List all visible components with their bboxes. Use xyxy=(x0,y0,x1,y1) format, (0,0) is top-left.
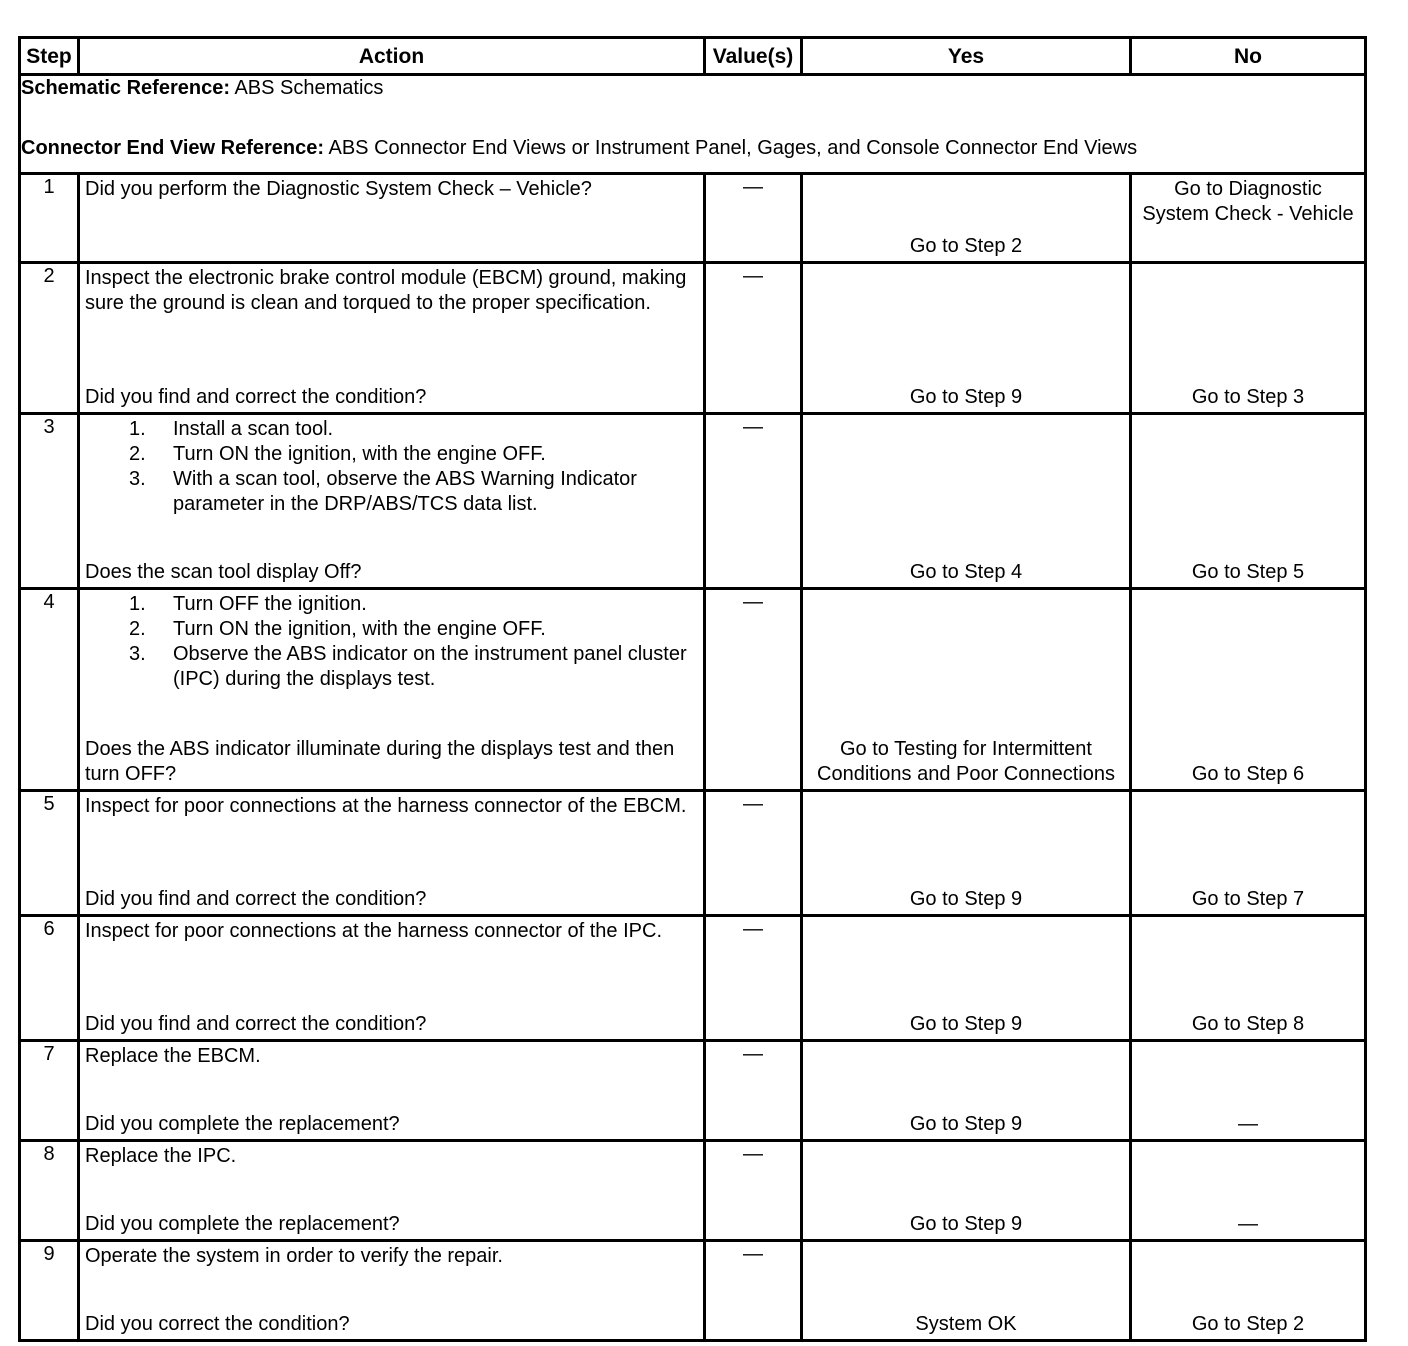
list-item-number: 3. xyxy=(129,468,146,490)
list-item xyxy=(129,442,695,467)
list-item-number: 2. xyxy=(129,618,146,640)
step-number: 2 xyxy=(20,263,79,414)
no-link[interactable]: Go to Step 6 xyxy=(1191,763,1305,785)
no-cell xyxy=(1131,263,1366,414)
yes-cell xyxy=(802,1141,1131,1241)
list-item xyxy=(129,592,695,617)
list-item xyxy=(129,467,695,517)
action-cell xyxy=(79,1241,705,1341)
no-link: — xyxy=(1238,1213,1258,1235)
yes-cell xyxy=(802,916,1131,1041)
value-cell: — xyxy=(705,263,802,414)
connector-reference-link[interactable]: ABS Connector End Views or Instrument Panel, Gages, and Console Connector End Views xyxy=(324,137,1138,159)
action-question: Does the ABS indicator illuminate during the displays test and then turn OFF? xyxy=(85,738,675,785)
list-item xyxy=(129,617,695,642)
no-cell xyxy=(1131,1041,1366,1141)
value-cell: — xyxy=(705,791,802,916)
action-question: Does the scan tool display Off? xyxy=(85,561,362,583)
yes-cell xyxy=(802,589,1131,791)
table-row xyxy=(20,589,1366,791)
yes-link[interactable]: System OK xyxy=(915,1313,1017,1335)
action-cell xyxy=(79,791,705,916)
yes-link[interactable]: Go to Step 2 xyxy=(909,235,1023,257)
list-item-number: 2. xyxy=(129,443,146,465)
table-row xyxy=(20,1041,1366,1141)
list-item-text: Turn OFF the ignition. xyxy=(173,593,367,615)
list-item-number: 1. xyxy=(129,418,146,440)
header-yes: Yes xyxy=(802,38,1131,75)
table-row xyxy=(20,791,1366,916)
list-item xyxy=(129,642,695,692)
action-question: Did you complete the replacement? xyxy=(85,1113,400,1135)
step-number: 8 xyxy=(20,1141,79,1241)
step-number: 6 xyxy=(20,916,79,1041)
action-cell xyxy=(79,174,705,263)
yes-link[interactable]: Go to Step 9 xyxy=(909,386,1023,408)
no-cell xyxy=(1131,589,1366,791)
table-row xyxy=(20,414,1366,589)
table-row xyxy=(20,263,1366,414)
action-text: Replace the IPC. xyxy=(85,1145,237,1167)
step-number: 4 xyxy=(20,589,79,791)
action-question: Did you find and correct the condition? xyxy=(85,888,427,910)
header-action: Action xyxy=(79,38,705,75)
schematic-reference-link[interactable]: ABS Schematics xyxy=(229,77,384,99)
yes-link[interactable]: Go to Step 9 xyxy=(909,1213,1023,1235)
list-item-text: Install a scan tool. xyxy=(173,418,334,440)
value-cell: — xyxy=(705,916,802,1041)
yes-cell xyxy=(802,414,1131,589)
action-cell xyxy=(79,916,705,1041)
schematic-reference-label: Schematic Reference: xyxy=(21,77,230,99)
action-text: Did you perform the Diagnostic System Check – Vehicle? xyxy=(85,178,592,200)
table-row xyxy=(20,1141,1366,1241)
reference-cell xyxy=(20,75,1366,174)
value-cell: — xyxy=(705,1141,802,1241)
value-cell: — xyxy=(705,414,802,589)
action-steps-list xyxy=(85,592,695,692)
yes-link[interactable]: Go to Step 4 xyxy=(909,561,1023,583)
list-item xyxy=(129,417,695,442)
action-cell xyxy=(79,414,705,589)
yes-cell xyxy=(802,174,1131,263)
action-cell xyxy=(79,1141,705,1241)
no-cell xyxy=(1131,916,1366,1041)
action-text: Inspect for poor connections at the harness connector of the EBCM. xyxy=(85,795,687,817)
no-cell xyxy=(1131,1141,1366,1241)
action-question: Did you correct the condition? xyxy=(85,1313,350,1335)
yes-link[interactable]: Go to Step 9 xyxy=(909,888,1023,910)
action-text: Operate the system in order to verify the repair. xyxy=(85,1245,503,1267)
action-text: Inspect for poor connections at the harness connector of the IPC. xyxy=(85,920,663,942)
header-values: Value(s) xyxy=(705,38,802,75)
action-question: Did you find and correct the condition? xyxy=(85,1013,427,1035)
action-text: Inspect the electronic brake control module (EBCM) ground, making sure the ground is clean and torqued to the proper specification. xyxy=(85,267,687,314)
value-cell: — xyxy=(705,1241,802,1341)
yes-cell xyxy=(802,791,1131,916)
action-cell xyxy=(79,589,705,791)
action-cell xyxy=(79,263,705,414)
yes-cell xyxy=(802,1041,1131,1141)
value-cell: — xyxy=(705,174,802,263)
action-text: Replace the EBCM. xyxy=(85,1045,261,1067)
header-no: No xyxy=(1131,38,1366,75)
table-row xyxy=(20,174,1366,263)
step-number: 3 xyxy=(20,414,79,589)
list-item-text: Turn ON the ignition, with the engine OFF. xyxy=(173,443,546,465)
table-row xyxy=(20,1241,1366,1341)
list-item-number: 3. xyxy=(129,643,146,665)
no-link[interactable]: Go to Diagnostic System Check - Vehicle xyxy=(1142,178,1354,225)
step-number: 5 xyxy=(20,791,79,916)
action-cell xyxy=(79,1041,705,1141)
no-link[interactable]: Go to Step 7 xyxy=(1191,888,1305,910)
yes-link[interactable]: Go to Step 9 xyxy=(909,1113,1023,1135)
no-link[interactable]: Go to Step 5 xyxy=(1191,561,1305,583)
yes-link[interactable]: Go to Testing for Intermittent Conditions and Poor Connections xyxy=(817,738,1115,785)
list-item-text: Turn ON the ignition, with the engine OFF. xyxy=(173,618,546,640)
value-cell: — xyxy=(705,589,802,791)
no-cell xyxy=(1131,174,1366,263)
no-link[interactable]: Go to Step 2 xyxy=(1191,1313,1305,1335)
yes-link[interactable]: Go to Step 9 xyxy=(909,1013,1023,1035)
connector-reference-label: Connector End View Reference: xyxy=(21,137,325,159)
no-cell xyxy=(1131,791,1366,916)
step-number: 1 xyxy=(20,174,79,263)
yes-cell xyxy=(802,263,1131,414)
list-item-text: With a scan tool, observe the ABS Warning Indicator parameter in the DRP/ABS/TCS data list. xyxy=(173,468,637,515)
no-cell xyxy=(1131,1241,1366,1341)
value-cell: — xyxy=(705,1041,802,1141)
yes-cell xyxy=(802,1241,1131,1341)
header-step: Step xyxy=(20,38,79,75)
no-cell xyxy=(1131,414,1366,589)
action-steps-list xyxy=(85,417,695,517)
step-number: 7 xyxy=(20,1041,79,1141)
no-link[interactable]: Go to Step 3 xyxy=(1191,386,1305,408)
list-item-number: 1. xyxy=(129,593,146,615)
header-row xyxy=(20,38,1366,75)
no-link[interactable]: Go to Step 8 xyxy=(1191,1013,1305,1035)
action-question: Did you complete the replacement? xyxy=(85,1213,400,1235)
no-link: — xyxy=(1238,1113,1258,1135)
step-number: 9 xyxy=(20,1241,79,1341)
connector-reference xyxy=(21,136,1364,161)
list-item-text: Observe the ABS indicator on the instrument panel cluster (IPC) during the displays test. xyxy=(173,643,687,690)
diagnostic-table xyxy=(18,36,1367,1342)
action-question: Did you find and correct the condition? xyxy=(85,386,427,408)
schematic-reference xyxy=(21,76,1364,101)
table-row xyxy=(20,916,1366,1041)
reference-row xyxy=(20,75,1366,174)
